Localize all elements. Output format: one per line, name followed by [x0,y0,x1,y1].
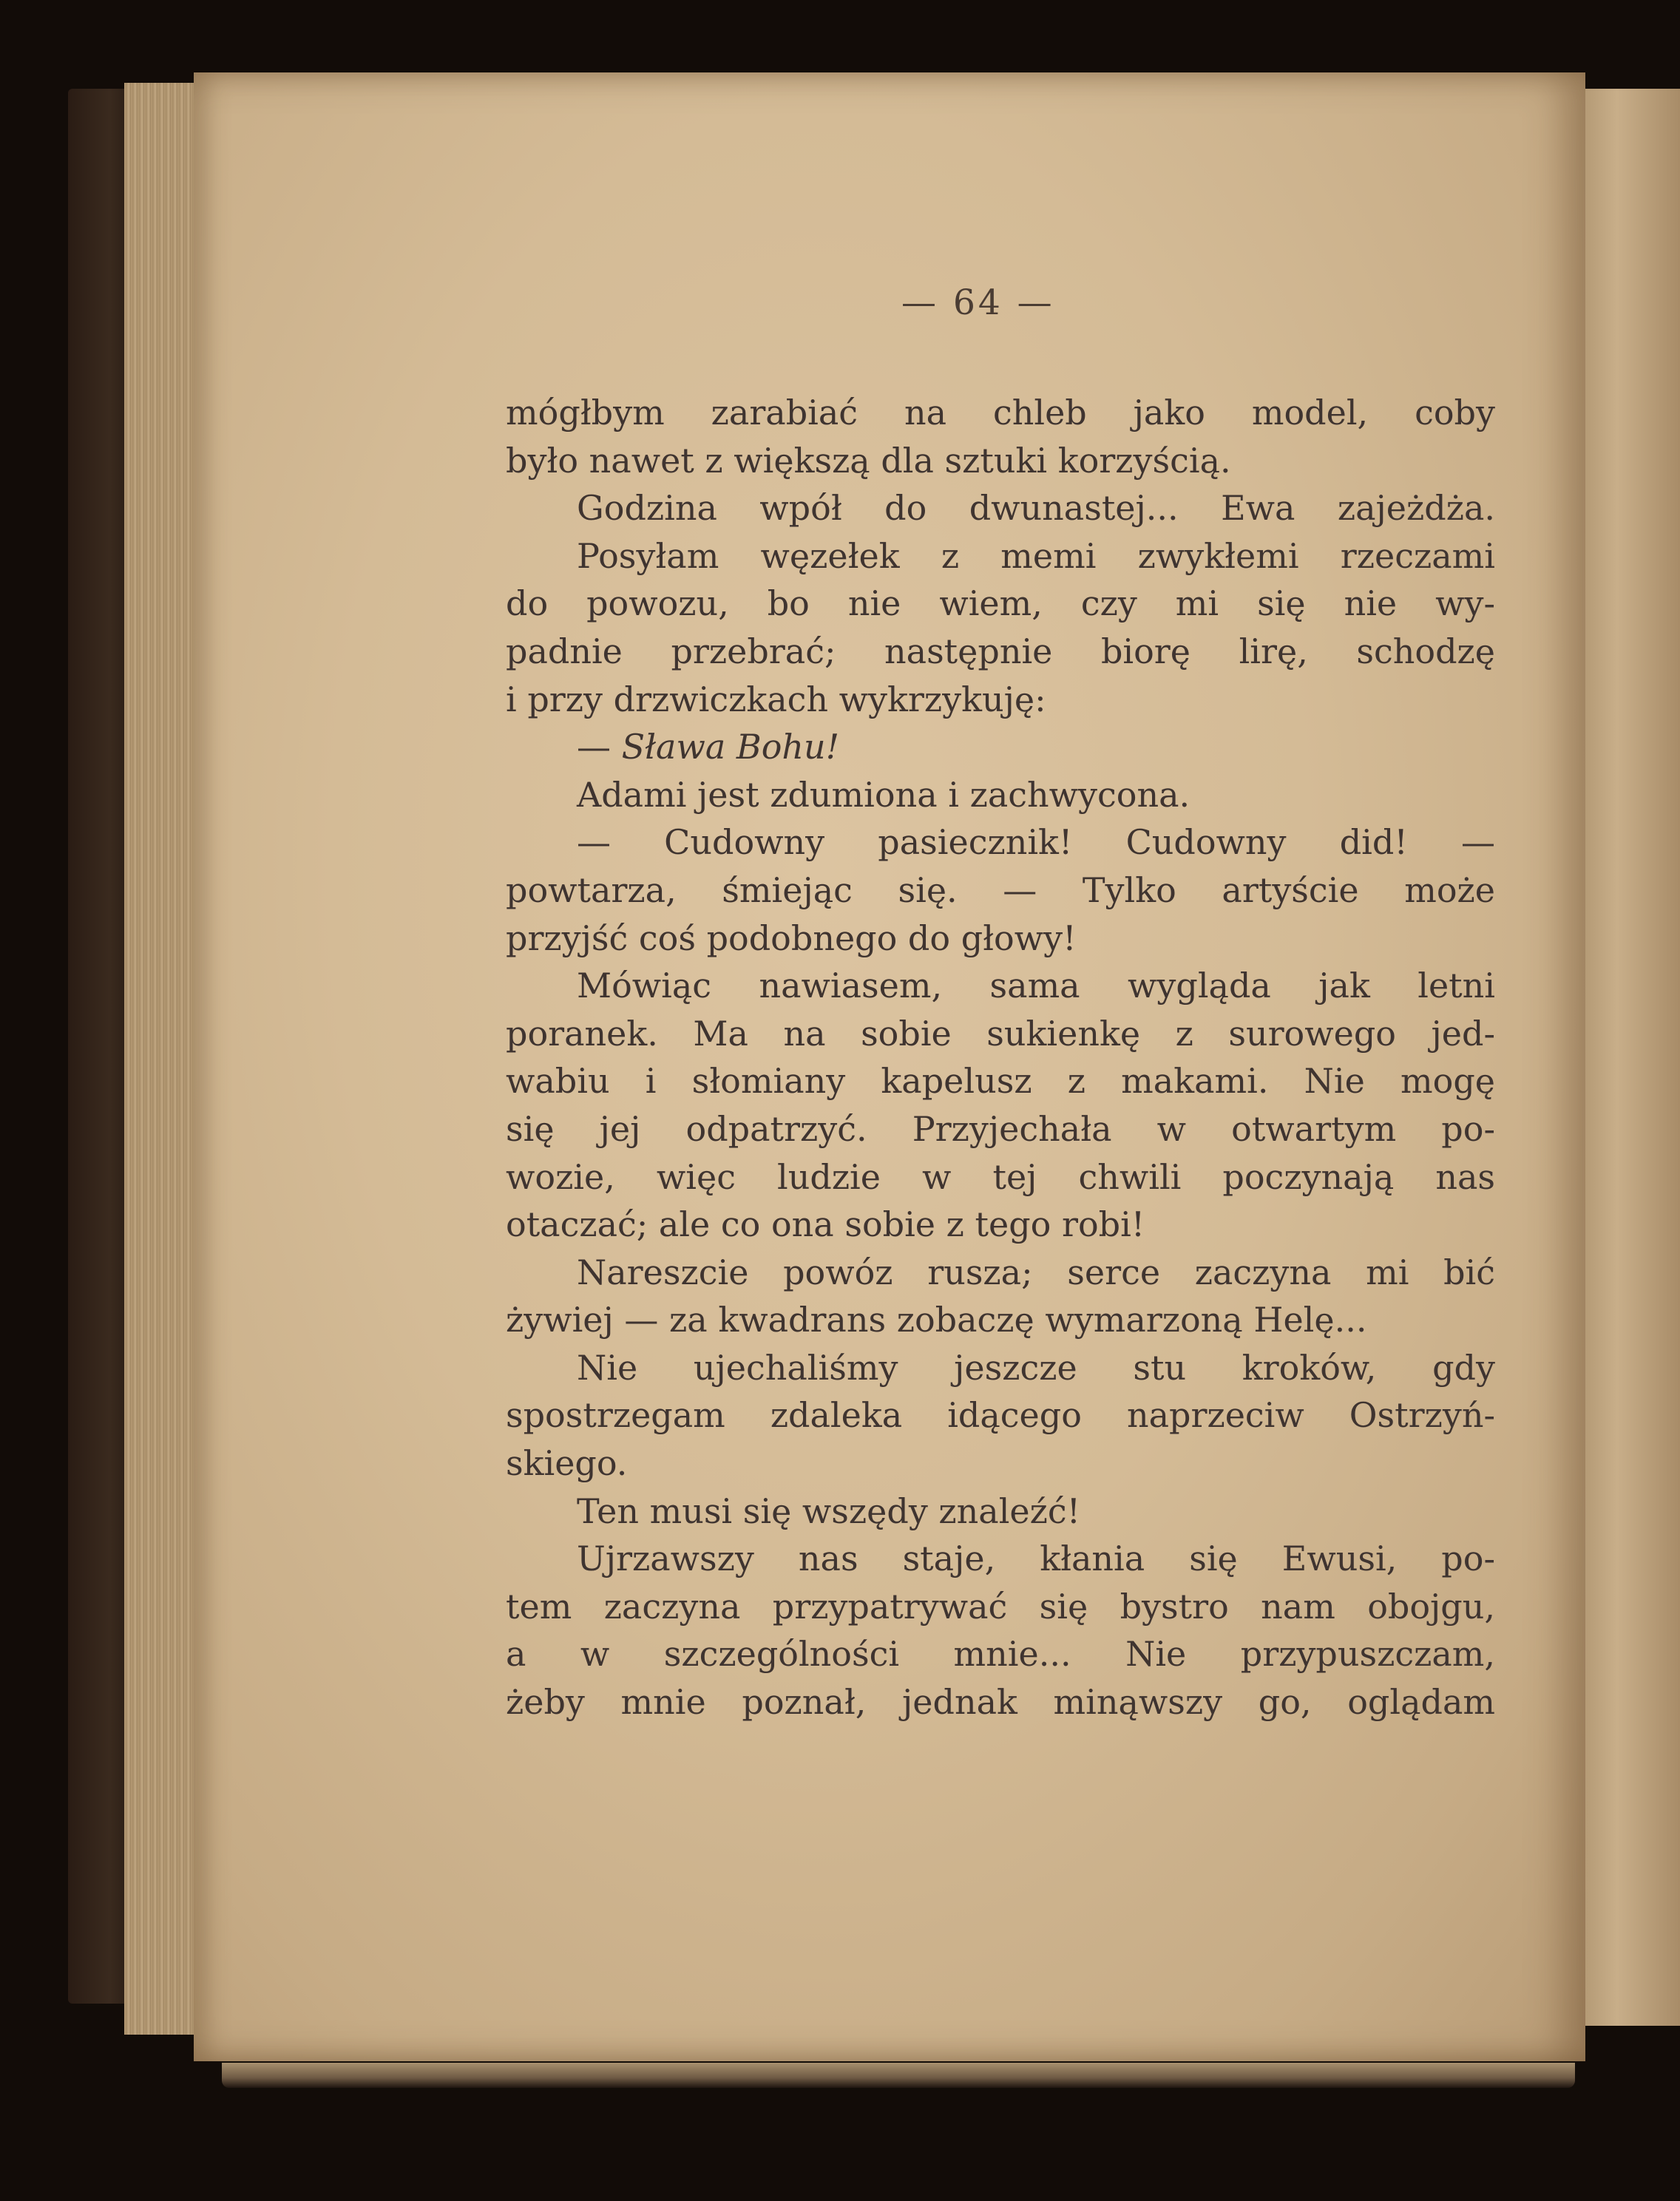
page-body-text [506,389,1495,1726]
text-line: i przy drzwiczkach wykrzykuję: [506,679,1046,719]
text-line: Adami jest zdumiona i zachwycona. [577,774,1190,815]
facing-page-edge [1575,89,1680,2026]
text-line: mógłbym zarabiać na chleb jako model, coby [506,393,1495,433]
text-line: powtarza, śmiejąc się. — Tylko artyście może [506,869,1495,910]
text-line: padnie przebrać; następnie biorę lirę, schodzę [506,631,1495,671]
text-line: tem zaczyna przypatrywać się bystro nam obojgu, [506,1586,1495,1627]
text-line: było nawet z większą dla sztuki korzyścią. [506,440,1231,481]
text-line [506,723,1495,771]
text-line: żywiej — za kwadrans zobaczę wymarzoną Helę... [506,1300,1367,1340]
text-line: skiego. [506,1443,628,1484]
text-line: do powozu, bo nie wiem, czy mi się nie wy- [506,583,1495,624]
text-line: Nareszcie powóz rusza; serce zaczyna mi bić [577,1252,1495,1292]
italic-exclamation: Sława Bohu! [621,727,840,767]
text-line: wozie, więc ludzie w tej chwili poczynają nas [506,1156,1495,1197]
text-line: spostrzegam zdaleka idącego naprzeciw Ostrzyń- [506,1395,1495,1436]
text-line: Mówiąc nawiasem, sama wygląda jak letni [577,966,1495,1006]
page-bottom-edge [222,2063,1575,2088]
page-number: — 64 — [901,282,1055,323]
text-line: przyjść coś podobnego do głowy! [506,918,1077,958]
text-line: Ujrzawszy nas staje, kłania się Ewusi, po- [577,1539,1495,1579]
text-line: Posyłam węzełek z memi zwykłemi rzeczami [577,535,1495,576]
text-line: Nie ujechaliśmy jeszcze stu kroków, gdy [577,1347,1495,1388]
text-line: się jej odpatrzyć. Przyjechała w otwartym po- [506,1108,1495,1149]
text-line: a w szczególności mnie... Nie przypuszczam, [506,1634,1495,1675]
text-line-dash: — [577,727,622,767]
text-line: Godzina wpół do dwunastej... Ewa zajeżdża. [577,488,1495,529]
text-line: otaczać; ale co ona sobie z tego robi! [506,1204,1145,1245]
text-line: poranek. Ma na sobie sukienkę z surowego jed- [506,1013,1495,1054]
text-line: wabiu i słomiany kapelusz z makami. Nie mogę [506,1061,1495,1102]
text-line: — Cudowny pasiecznik! Cudowny did! — [577,822,1495,863]
text-line: Ten musi się wszędy znaleźć! [577,1490,1081,1531]
text-line: żeby mnie poznał, jednak minąwszy go, oglądam [506,1682,1495,1723]
